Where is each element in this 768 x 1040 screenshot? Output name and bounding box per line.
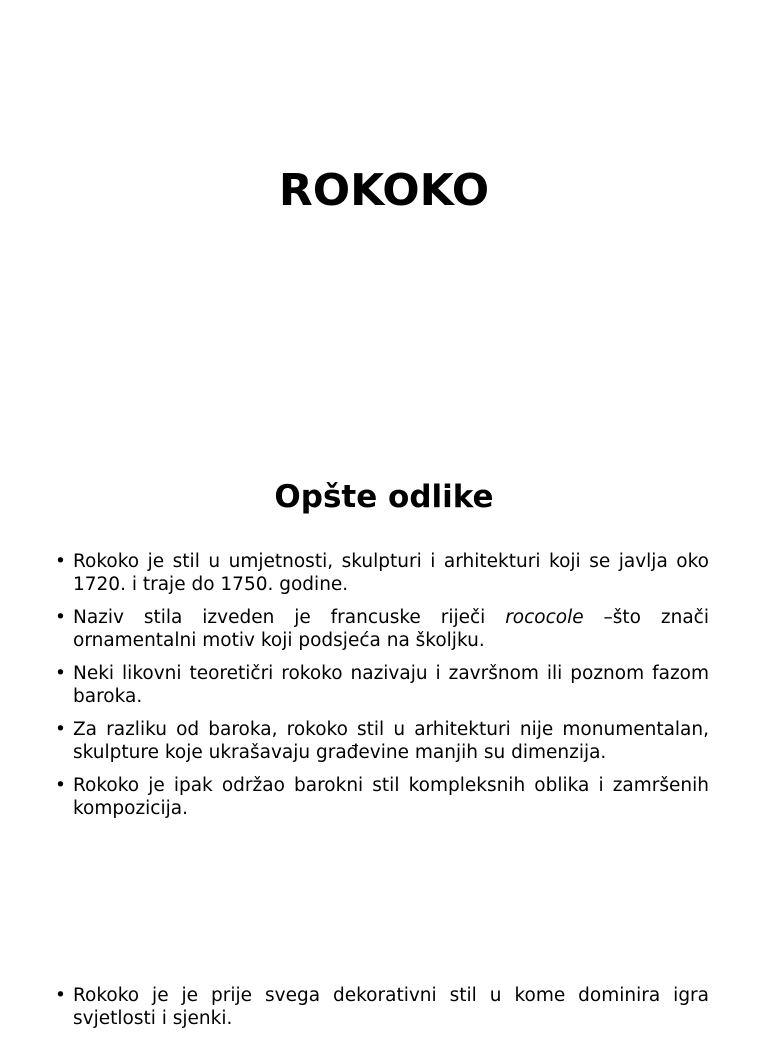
bullet-item-name-origin [55, 606, 709, 652]
bullet-icon: • [55, 775, 66, 796]
section-heading: Opšte odlike [274, 479, 494, 515]
bullet-text: Za razliku od baroka, rokoko stil u arhitekturi nije monumentalan, skulpture koje ukrašavaju građevine manjih su dimenzija. [73, 719, 709, 763]
bullet-text: Neki likovni teoretičri rokoko nazivaju i završnom ili poznom fazom baroka. [73, 663, 709, 707]
bullet-item-start-date [55, 550, 709, 596]
bullet-item-decorative [55, 984, 709, 1030]
bullet-list [55, 550, 709, 830]
bullet-icon: • [55, 719, 66, 740]
bullet-text: Rokoko je ipak održao barokni stil kompleksnih oblika i zamršenih kompozicija. [73, 775, 709, 819]
bullet-icon: • [55, 607, 66, 628]
italic-term: rococole [505, 607, 584, 628]
bullet-text [73, 607, 709, 651]
bullet-icon: • [55, 551, 66, 572]
bullet-icon: • [55, 663, 66, 684]
bullet-text-after: –što znači ornamentalni motiv koji podsjeća na školjku. [73, 607, 709, 651]
bullet-item-late-baroque [55, 662, 709, 708]
bullet-text: Rokoko je stil u umjetnosti, skulpturi i arhitekturi koji se javlja oko 1720. i traje do 1750. godine. [73, 551, 709, 595]
slide-title: ROKOKO [278, 165, 490, 216]
bullet-item-complex-forms [55, 774, 709, 820]
bullet-icon: • [55, 985, 66, 1006]
bullet-item-architecture [55, 718, 709, 764]
bullet-text-before: Naziv stila izveden je francuske riječi [73, 607, 506, 628]
bullet-text: Rokoko je je prije svega dekorativni stil u kome dominira igra svjetlosti i sjenki. [73, 985, 709, 1029]
bullet-list-next-slide [55, 984, 709, 1040]
